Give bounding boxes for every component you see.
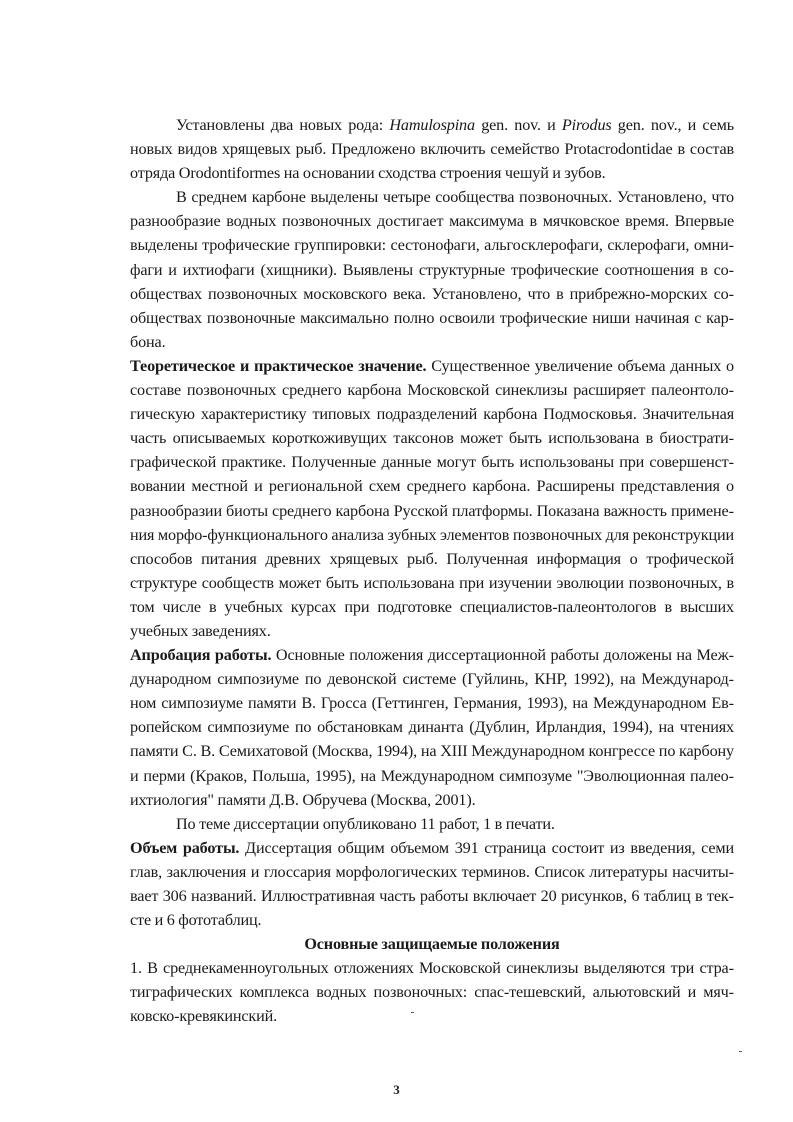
paragraph-body: Основные положения диссертационной работы доложены на Международном симпозиуме по девонской системе (Гуйлинь, КНР, 1992), на Международном симпозиуме памяти В. Гросса (Геттинген, Германия, 1993), на Международном Европейском симпозиуме по обстановкам динанта (Дублин, Ирландия, 1994), на чтениях памяти С. В. Семихатовой (Москва, 1994), на XIII Международном конгрессе по карбону и перми (Краков, Польша, 1995), на Международном симпозуме "Эволюционная палеоихтиология" памяти Д.В. Обручева (Москва, 2001). — [130, 646, 734, 809]
text-run: gen. nov. и — [474, 116, 562, 134]
genus-name-pirodus: Pirodus — [561, 116, 612, 134]
paragraph-body: Существенное увеличение объема данных о составе позвоночных среднего карбона Московской синеклизы расширяет палеонтологическую характеристику типовых подразделений карбона Подмосковья. Значительная часть описываемых короткоживущих таксонов может быть использована в биостратиграфической практике. Полученные данные могут быть использованы при совершенствовании местной и региональной схем среднего карбона. Расширены представления о разнообразии биоты среднего карбона Русской платформы. Показана важность применения морфо-функционального анализа зубных элементов позвоночных для реконструкции способов питания древних хрящевых рыб. Полученная информация о трофической структуре сообществ может быть использована при изучении эволюции позвоночных, в том числе в учебных курсах при подготовке специалистов-палеонтологов в высших учебных заведениях. — [130, 356, 734, 640]
genus-name-hamulospina: Hamulospina — [389, 116, 475, 134]
paragraph-body: Диссертация общим объемом 391 страница состоит из введения, семи глав, заключения и глоссария морфологических терминов. Список литературы насчитывает 306 названий. Иллюстративная часть работы включает 20 рисунков, 6 таблиц в тексте и 6 фототаблиц. — [130, 838, 734, 930]
paragraph-significance — [130, 354, 734, 643]
paragraph-approbation — [130, 643, 734, 812]
section-lead-volume: Объем работы. — [130, 838, 240, 857]
paragraph-publications: По теме диссертации опубликовано 11 работ, 1 в печати. — [176, 814, 555, 833]
page-number: 3 — [393, 1082, 400, 1097]
text-run: Установлены два новых рода: — [176, 116, 390, 134]
section-lead-approbation: Апробация работы. — [130, 646, 272, 665]
thesis-item: 1. В среднекаменноугольных отложениях Московской синеклизы выделяются три стратиграфических комплекса водных позвоночных: спас-тешевский, альютовский и мячковско-кревякинский. — [130, 959, 734, 1026]
section-lead-significance: Теоретическое и практическое значение. — [130, 356, 427, 375]
paragraph-new-genera — [130, 113, 734, 185]
paragraph-communities: В среднем карбоне выделены четыре сообщества позвоночных. Установлено, что разнообразие водных позвоночных достигает максимума в мячковское время. Впервые выделены трофические группировки: сестонофаги, альгосклерофаги, склерофаги, омнифаги и ихтиофаги (хищники). Выявлены структурные трофические соотношения в сообществах позвоночных московского века. Установлено, что в прибрежно-морских сообществах позвоночные максимально полно освоили трофические ниши начиная с карбона. — [130, 188, 734, 351]
document-page — [130, 113, 734, 1029]
section-heading-main-theses: Основные защищаемые положения — [304, 935, 560, 954]
paragraph-volume — [130, 836, 734, 932]
scan-speck — [411, 1012, 414, 1013]
text-run: gen. nov., и семь новых видов хрящевых рыб. Предложено включить семейство Protacrodontidae в состав отряда Orodontiformes на основании сходства строения чешуй и зубов. — [130, 116, 734, 183]
scan-speck — [739, 1051, 742, 1052]
